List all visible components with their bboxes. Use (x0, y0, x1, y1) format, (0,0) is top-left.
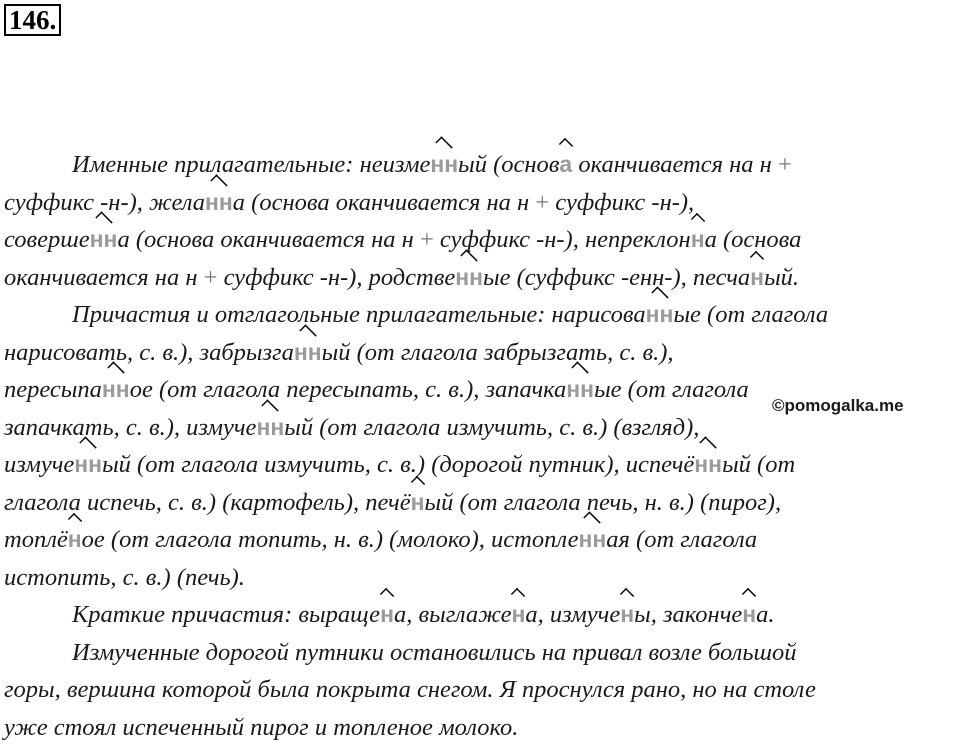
highlighted-suffix: нн (455, 263, 484, 290)
text-line (4, 296, 956, 334)
text-line (4, 409, 956, 447)
watermark: ©pomogalka.me (772, 396, 904, 415)
text-line (4, 334, 956, 372)
plus-sign: + (419, 226, 434, 253)
highlighted-suffix: н (690, 226, 705, 252)
text-segment: а (основа оканчивается на н (117, 226, 420, 253)
text-line (4, 221, 956, 259)
text-segment: суффикс -н-), (549, 188, 695, 216)
text-segment: ое (от глагола пересыпать, с. в.), запачка (129, 376, 567, 403)
text-segment: а. (756, 601, 775, 628)
text-line (4, 671, 956, 709)
text-segment: ая (от глагола (606, 526, 758, 553)
highlighted-suffix: н (742, 601, 757, 627)
text-segment: оканчивается на н (4, 263, 204, 291)
text-segment: ый (основ (458, 151, 560, 178)
text-line (4, 184, 956, 222)
text-segment: суффикс -н-), жела (4, 188, 205, 216)
highlighted-suffix: нн (430, 151, 459, 177)
text-segment: ый (от глагола забрызгать, с. в.), (321, 338, 674, 366)
plus-sign: + (203, 263, 218, 291)
text-segment: а (основа (704, 226, 802, 253)
text-segment: Измученные дорогой путники остановились на привал возле большой (72, 638, 797, 666)
text-line (4, 521, 956, 559)
highlighted-suffix: а (559, 151, 573, 177)
text-segment: уже стоял испеченный пирог и топленое молоко. (4, 713, 519, 741)
text-segment: суффикс -н-), родстве (217, 263, 456, 291)
text-segment: измуче (4, 451, 75, 478)
text-segment: ый. (764, 263, 800, 291)
text-line (4, 709, 956, 747)
text-segment: а, выглаже (393, 601, 512, 628)
text-line (4, 371, 956, 409)
highlighted-suffix: нн (74, 451, 103, 477)
text-segment: Краткие причастия: выраще (72, 601, 381, 628)
exercise-number: 146. (4, 4, 61, 36)
text-segment: Причастия и отглагольные прилагательные: нарисова (72, 301, 646, 328)
text-segment: запачкать, с. в.), измуче (4, 413, 257, 441)
text-segment: ые (суффикс -енн-), песча (483, 263, 751, 291)
text-line (4, 259, 956, 297)
text-line (4, 146, 956, 184)
text-line (4, 596, 956, 634)
plus-sign: + (777, 151, 792, 178)
text-segment: пересыпа (4, 376, 102, 403)
text-segment: соверше (4, 226, 90, 253)
highlighted-suffix: нн (566, 376, 595, 402)
text-segment: истопить, с. в.) (печь). (4, 563, 245, 591)
highlighted-suffix: нн (256, 413, 285, 440)
text-segment: Именные прилагательные: неизме (72, 151, 431, 178)
text-segment: ый (от (722, 451, 796, 478)
text-segment: ы, законче (634, 601, 743, 628)
text-segment: а, измуче (525, 601, 621, 628)
highlighted-suffix: нн (578, 526, 607, 552)
highlighted-suffix: нн (293, 338, 322, 365)
text-segment: глагола испечь, с. в.) (картофель), печё (4, 488, 411, 516)
highlighted-suffix: нн (89, 226, 118, 252)
highlighted-suffix: н (67, 526, 82, 552)
highlighted-suffix: н (750, 263, 765, 290)
text-segment: ый (от глагола измучить, с. в.) (взгляд), (284, 413, 700, 441)
highlighted-suffix: н (511, 601, 526, 627)
text-line (4, 634, 956, 672)
text-segment: ый (от глагола печь, н. в.) (пирог), (424, 488, 782, 516)
text-segment: топлё (4, 526, 68, 553)
text-segment: оканчивается на н (572, 151, 778, 178)
text-line (4, 446, 956, 484)
highlighted-suffix: н (380, 601, 394, 627)
plus-sign: + (535, 188, 550, 216)
text-segment: горы, вершина которой была покрыта снегом. Я проснулся рано, но на столе (4, 676, 816, 703)
text-segment: ое (от глагола топить, н. в.) (молоко), истопле (81, 526, 579, 553)
text-line (4, 484, 956, 522)
highlighted-suffix: н (620, 601, 635, 627)
highlighted-suffix: нн (101, 376, 130, 402)
highlighted-suffix: н (410, 488, 425, 515)
text-segment: нарисовать, с. в.), забрызга (4, 338, 294, 366)
text-segment: а (основа оканчивается на н (232, 188, 536, 216)
answer-text (4, 146, 956, 746)
text-segment: суффикс -н-), непреклон (433, 226, 691, 253)
text-segment: ый (от глагола измучить, с. в.) (дорогой путник), испечё (102, 451, 695, 478)
highlighted-suffix: нн (645, 301, 674, 327)
highlighted-suffix: нн (694, 451, 723, 477)
text-line (4, 559, 956, 597)
text-segment: ые (от глагола (594, 376, 749, 403)
text-segment: ые (от глагола (673, 301, 829, 328)
highlighted-suffix: нн (205, 188, 233, 215)
